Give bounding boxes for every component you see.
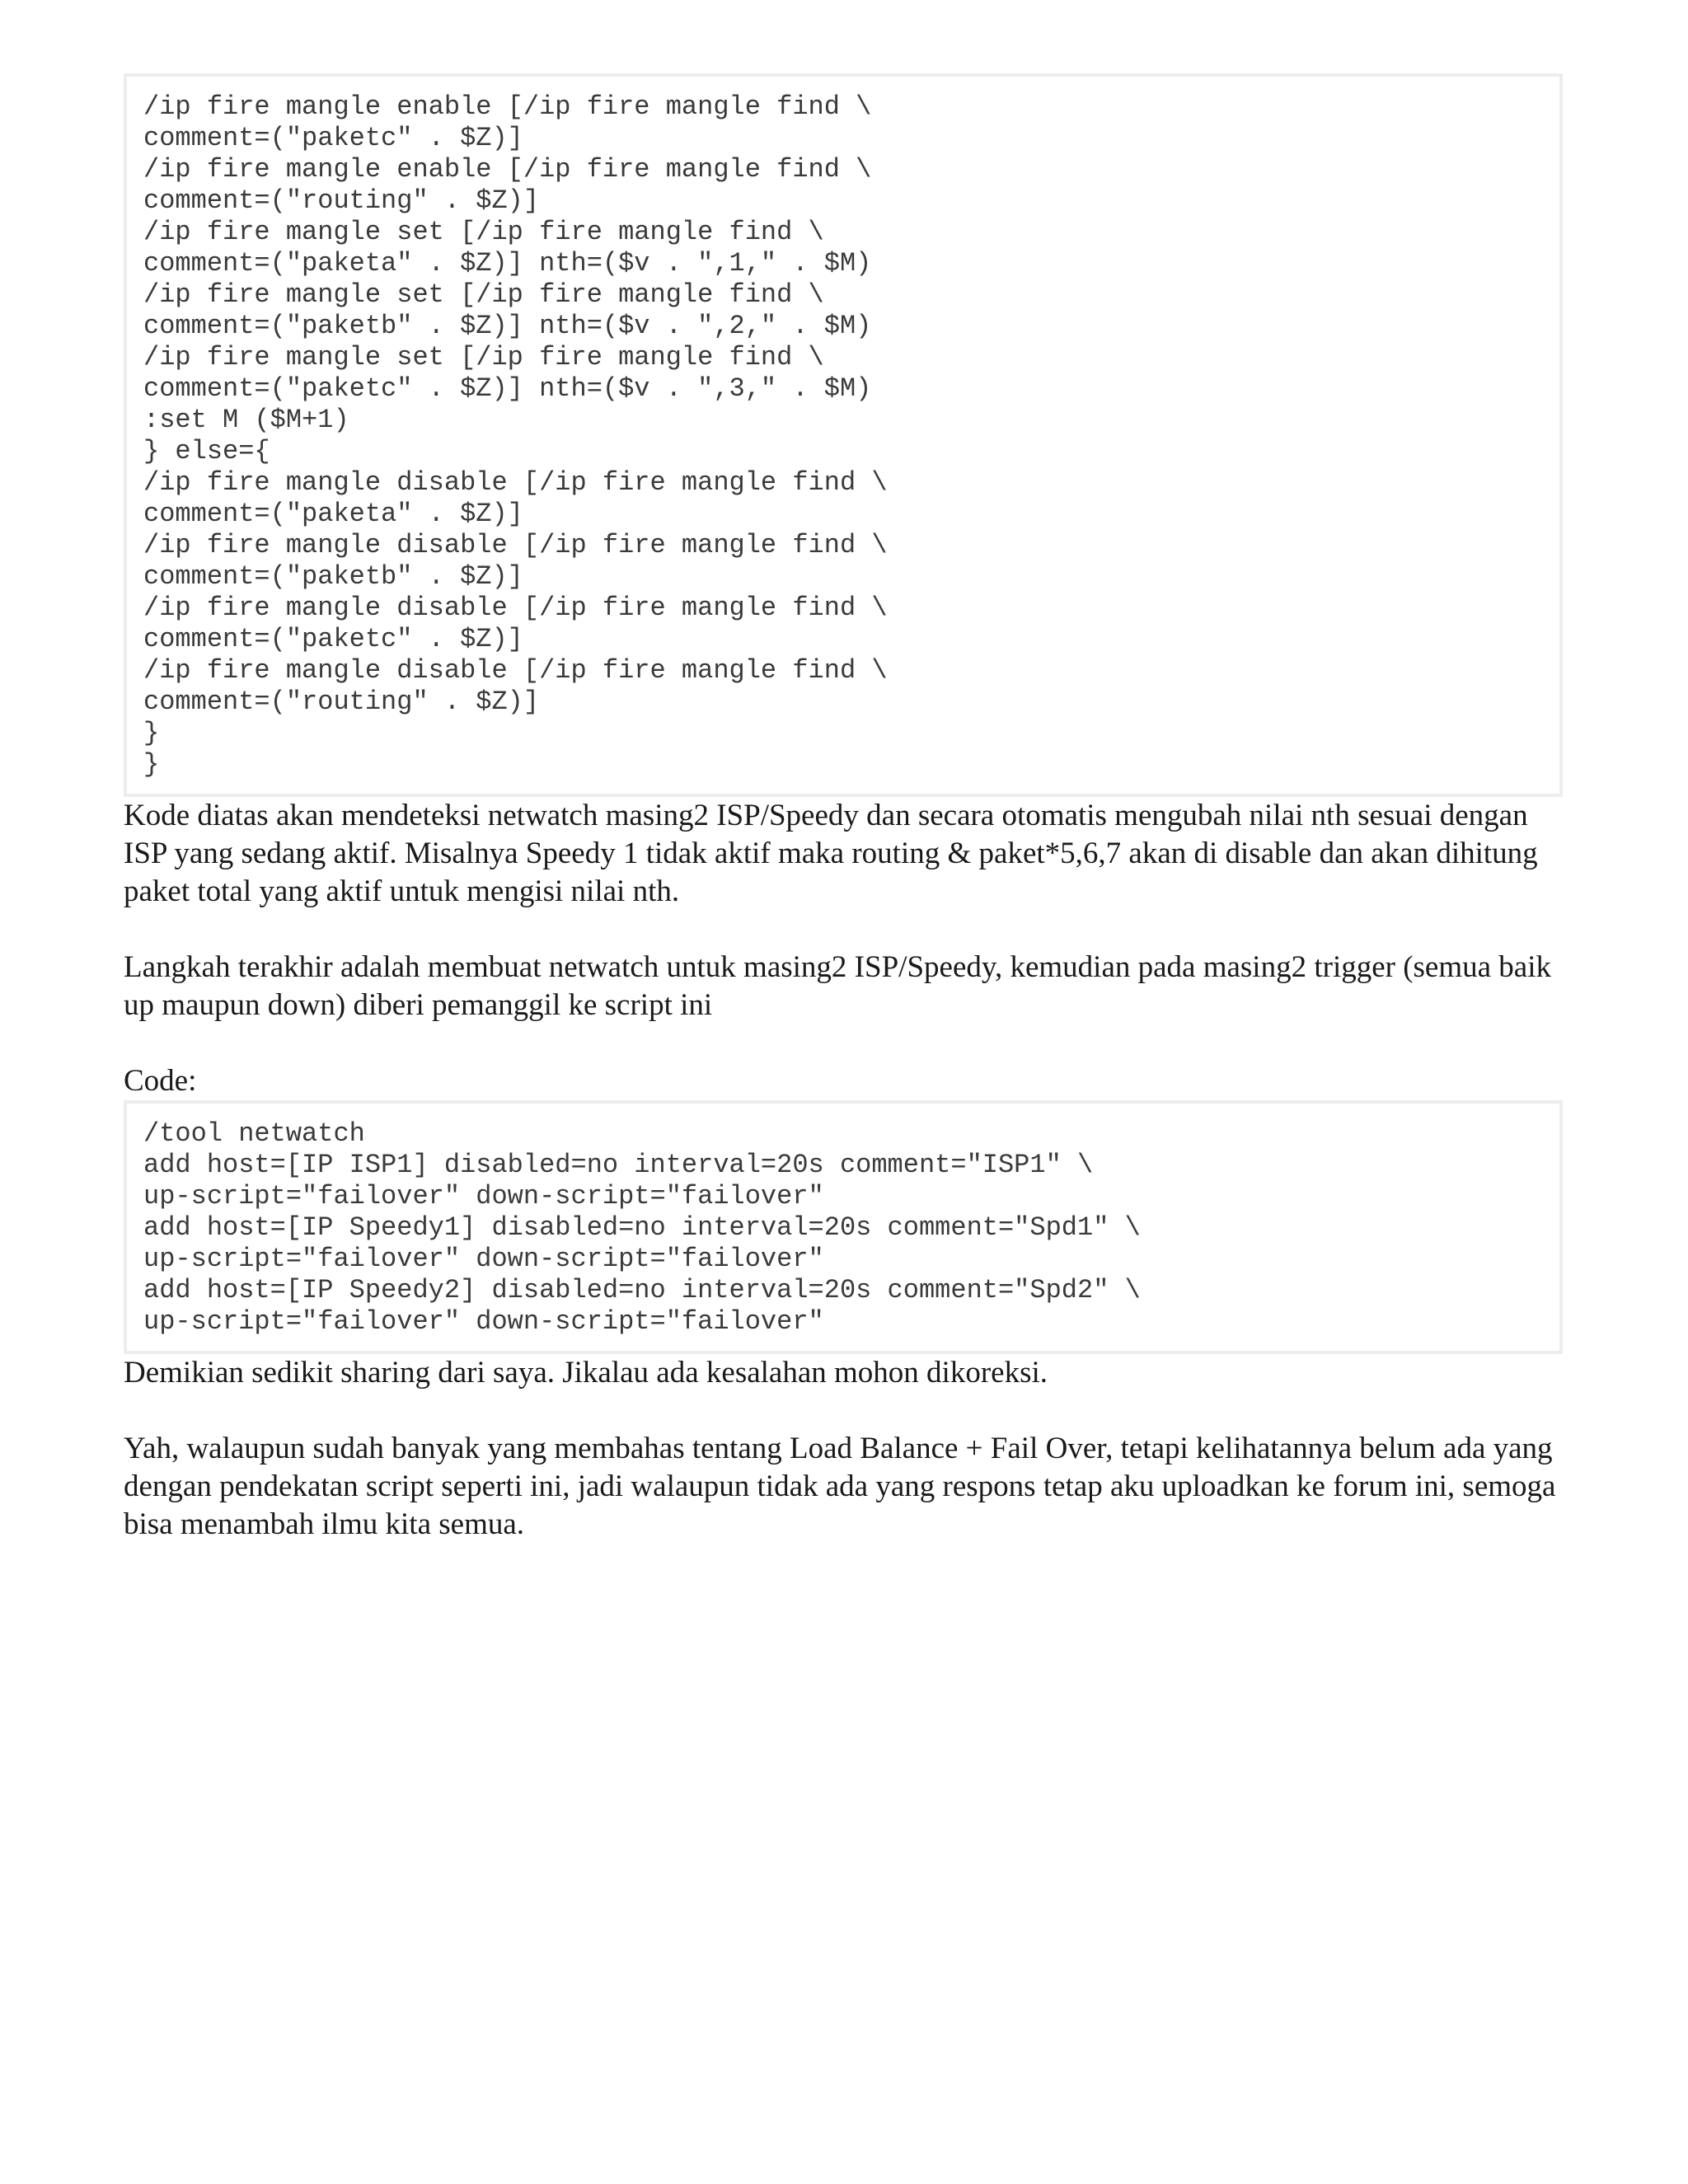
document-page (124, 73, 1563, 1544)
code-line: /ip fire mangle disable [/ip fire mangle find \ (143, 593, 888, 623)
code-line: } (143, 749, 160, 780)
paragraph-gap (124, 1392, 1563, 1430)
code-line: comment=("paketc" . $Z)] (143, 123, 523, 153)
code-line: /ip fire mangle set [/ip fire mangle find \ (143, 217, 824, 247)
paragraph-last-step: Langkah terakhir adalah membuat netwatch untuk masing2 ISP/Speedy, kemudian pada masing2 trigger (semua baik up maupun down) diberi pemanggil ke script ini (124, 950, 1552, 1022)
code-block-netwatch (124, 1100, 1563, 1354)
code-block-mangle-script (124, 73, 1563, 797)
code-line: /ip fire mangle enable [/ip fire mangle find \ (143, 91, 872, 122)
paragraph-explanation: Kode diatas akan mendeteksi netwatch masing2 ISP/Speedy dan secara otomatis mengubah nilai nth sesuai dengan ISP yang sedang aktif. Misalnya Speedy 1 tidak aktif maka routing & paket*5,6,7 akan di disable dan akan dihitung paket total yang aktif untuk mengisi nilai nth. (124, 799, 1538, 908)
code-line: up-script="failover" down-script="failover" (143, 1244, 824, 1274)
code-line: comment=("paketa" . $Z)] (143, 499, 523, 529)
code-line: up-script="failover" down-script="failover" (143, 1306, 824, 1337)
code-line: /ip fire mangle enable [/ip fire mangle find \ (143, 154, 872, 185)
code-line: add host=[IP Speedy1] disabled=no interval=20s comment="Spd1" \ (143, 1212, 1141, 1243)
code-line: comment=("routing" . $Z)] (143, 687, 540, 717)
code-line: /ip fire mangle set [/ip fire mangle find \ (143, 279, 824, 310)
code-line: /ip fire mangle disable [/ip fire mangle find \ (143, 655, 888, 686)
code-line: } (143, 718, 160, 748)
code-line: add host=[IP Speedy2] disabled=no interval=20s comment="Spd2" \ (143, 1275, 1141, 1305)
code-line: /ip fire mangle disable [/ip fire mangle find \ (143, 467, 888, 498)
code-line: :set M ($M+1) (143, 405, 349, 435)
paragraph-gap (124, 911, 1563, 949)
code-line: comment=("paketc" . $Z)] nth=($v . ",3," . $M) (143, 373, 872, 404)
code-line: comment=("paketb" . $Z)] nth=($v . ",2," . $M) (143, 311, 872, 341)
code-line: } else={ (143, 436, 270, 466)
code-line: up-script="failover" down-script="failover" (143, 1181, 824, 1212)
code-line: /ip fire mangle set [/ip fire mangle find \ (143, 342, 824, 373)
paragraph-final-note: Yah, walaupun sudah banyak yang membahas tentang Load Balance + Fail Over, tetapi kelihatannya belum ada yang dengan pendekatan script seperti ini, jadi walaupun tidak ada yang respons tetap aku uploadkan ke forum ini, semoga bisa menambah ilmu kita semua. (124, 1432, 1556, 1541)
code-line: comment=("paketb" . $Z)] (143, 561, 523, 592)
paragraph-gap (124, 1024, 1563, 1062)
code-line: comment=("paketc" . $Z)] (143, 624, 523, 654)
code-line: /ip fire mangle disable [/ip fire mangle find \ (143, 530, 888, 560)
code-line: comment=("routing" . $Z)] (143, 185, 540, 216)
code-line: /tool netwatch (143, 1118, 365, 1149)
code-line: comment=("paketa" . $Z)] nth=($v . ",1," . $M) (143, 248, 872, 279)
code-line: add host=[IP ISP1] disabled=no interval=20s comment="ISP1" \ (143, 1150, 1094, 1180)
code-label: Code: (124, 1064, 197, 1098)
paragraph-closing: Demikian sedikit sharing dari saya. Jikalau ada kesalahan mohon dikoreksi. (124, 1356, 1048, 1390)
